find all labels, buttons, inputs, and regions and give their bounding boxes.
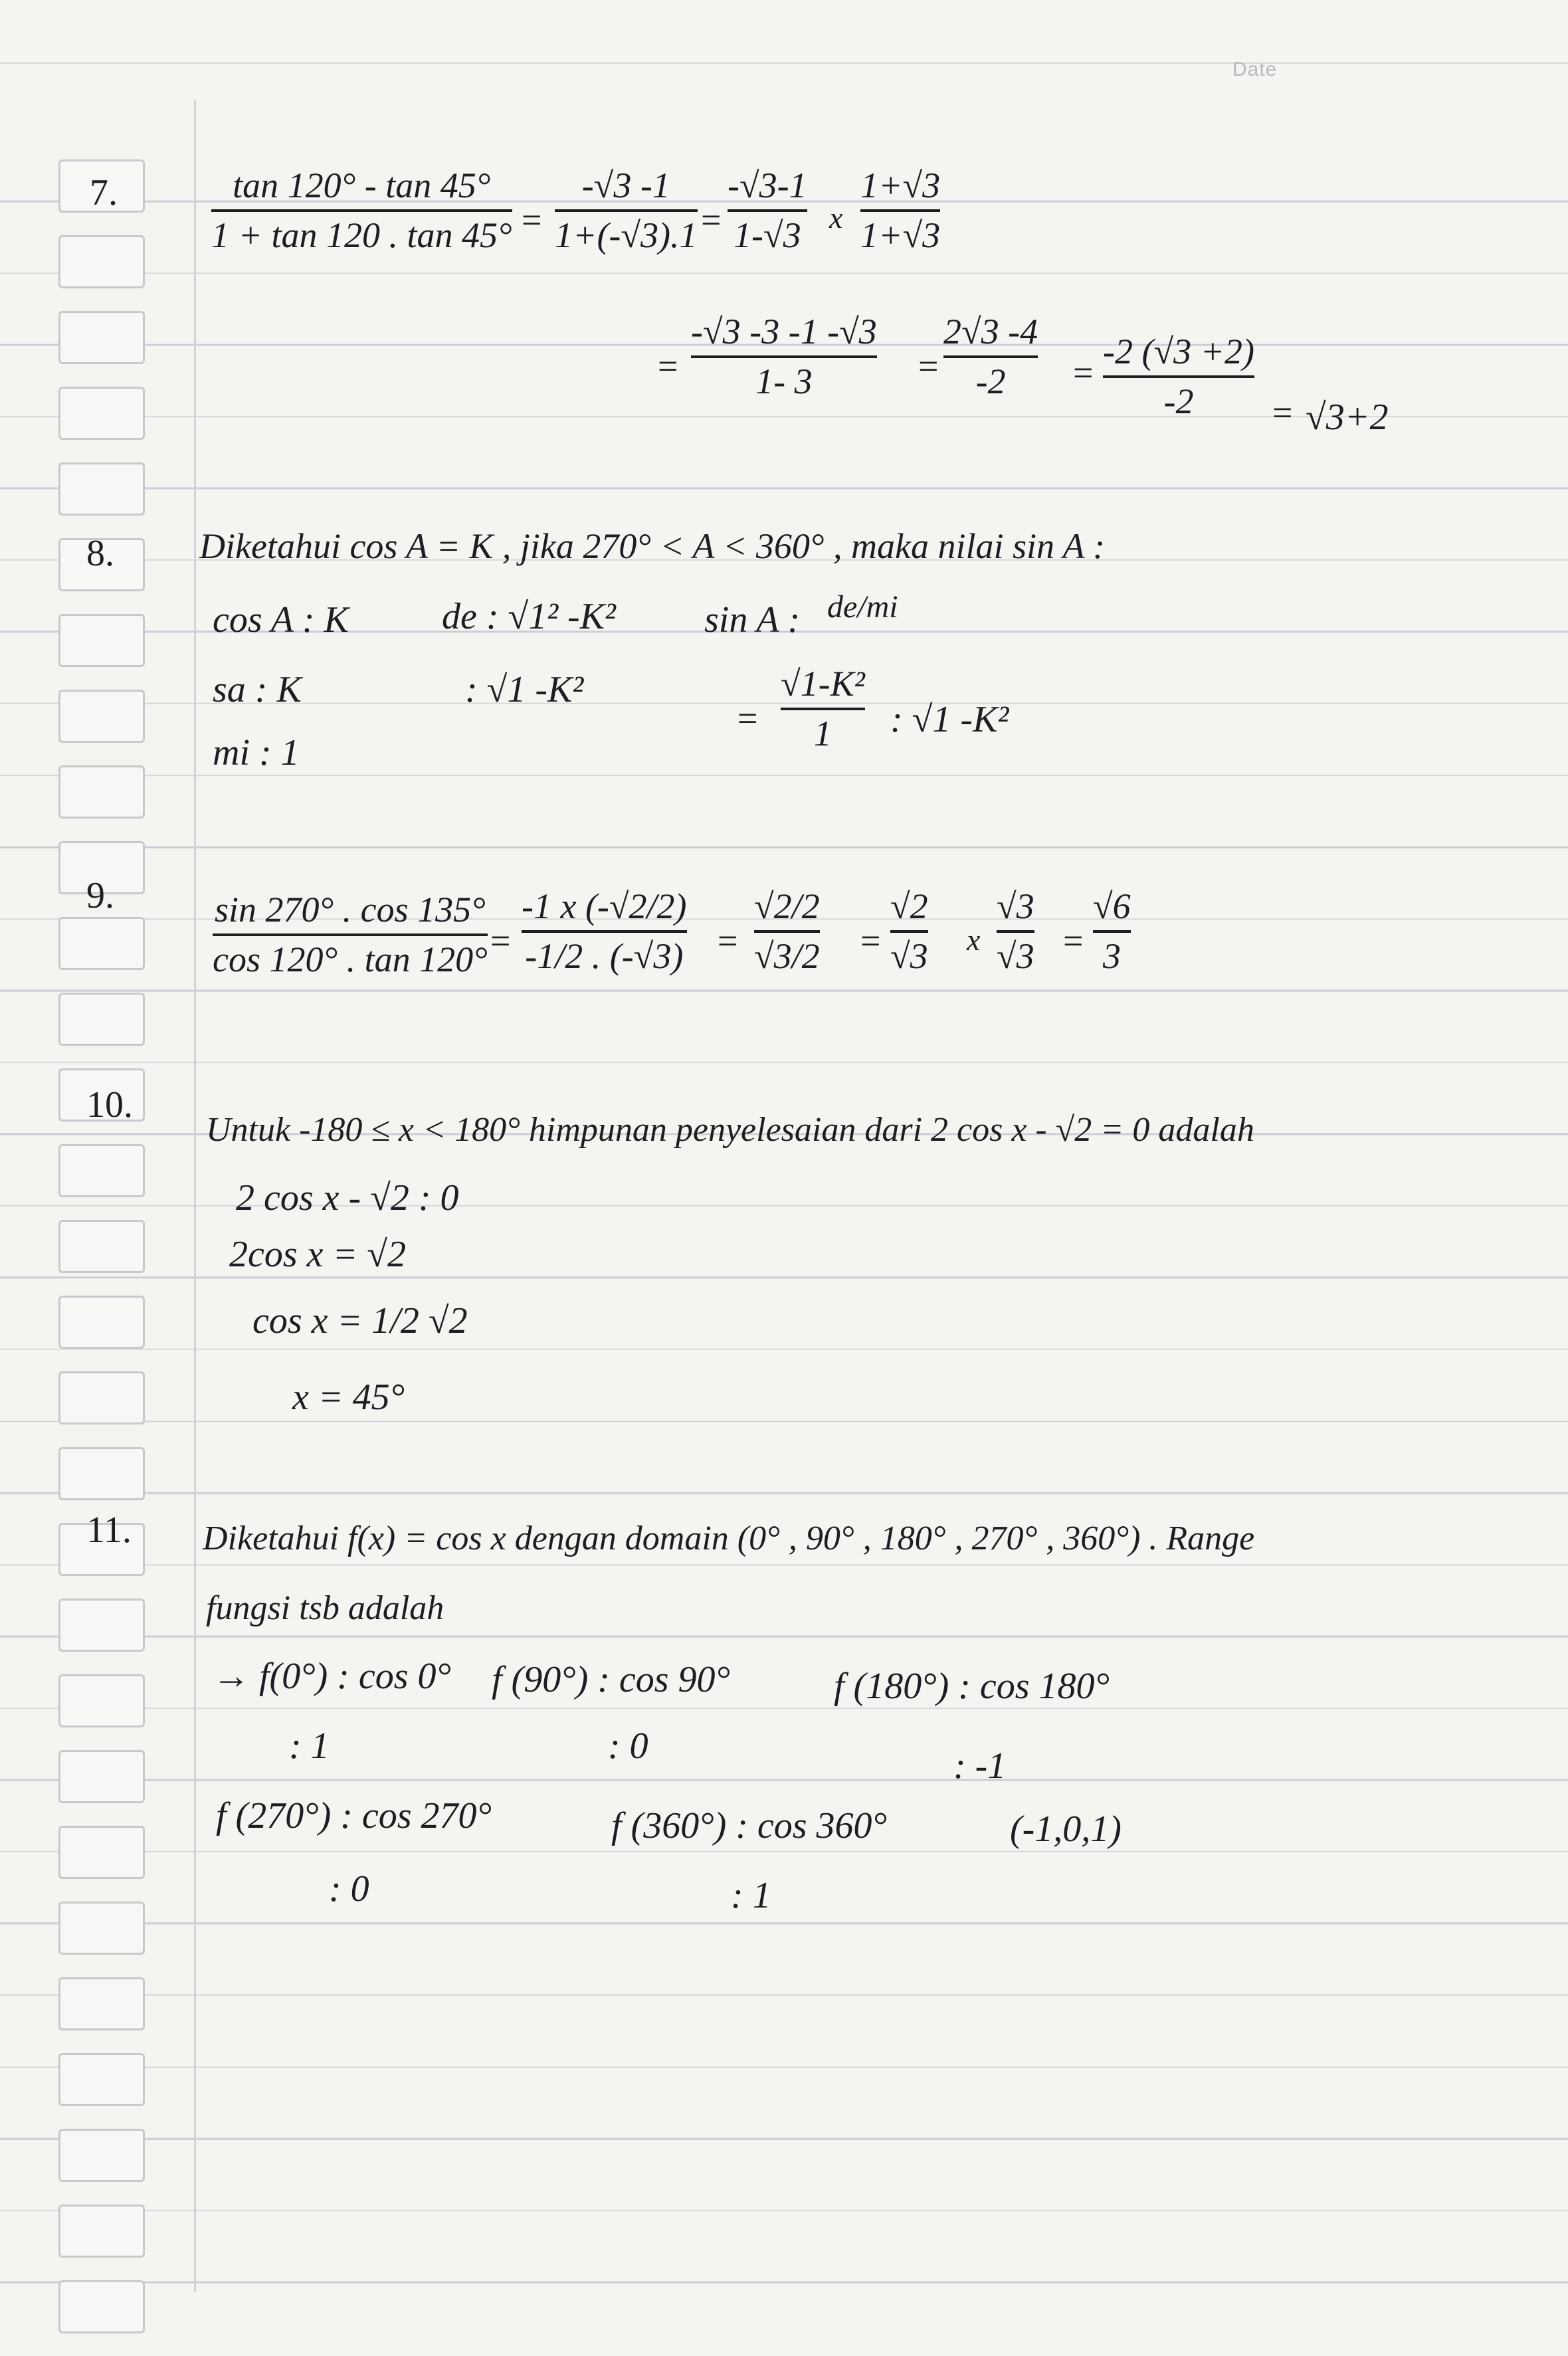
work-line: : 0 [608,1725,648,1767]
checkbox [58,1977,145,2030]
fraction-bar [781,708,865,710]
equals-sign: = [701,200,722,240]
denominator: 1-√3 [733,215,801,256]
numerator: -√3 -3 -1 -√3 [691,312,877,351]
problem-statement: Untuk -180 ≤ x < 180° himpunan penyelesaian dari 2 cos x - √2 = 0 adalah [206,1111,1254,1149]
denominator: √3/2 [754,936,820,977]
denominator: -1/2 . (-√3) [525,936,684,977]
denominator: 1 + tan 120 . tan 45° [211,215,512,256]
date-label: Date [1232,58,1278,80]
checkbox [58,917,145,970]
equals-sign: = [658,346,678,386]
denominator: 1+(-√3).1 [555,215,698,256]
result: √3+2 [1306,397,1389,438]
checkbox [58,311,145,364]
fraction [754,887,820,977]
denominator: 3 [1102,936,1121,977]
fraction [211,166,512,256]
problem-number: 10. [86,1084,133,1126]
numerator: √6 [1093,886,1131,926]
denominator: -2 [975,361,1006,402]
work-line: x = 45° [292,1377,405,1418]
problem-statement: fungsi tsb adalah [206,1589,444,1627]
given-line: mi : 1 [213,732,300,773]
fraction [728,166,807,256]
given-line: sa : K [213,669,302,710]
denominator: 1 [813,714,832,754]
equals-sign: = [522,200,542,240]
work-line: : 1 [731,1875,771,1916]
numerator: 1+√3 [860,165,941,205]
checkbox [58,1826,145,1879]
equals-sign: = [1272,393,1293,433]
checkbox [58,614,145,667]
checkbox [58,1447,145,1500]
given-line: cos A : K [213,599,349,640]
fraction-bar [890,930,928,933]
fraction-bar [860,209,940,212]
problem-number: 9. [86,875,114,916]
times-sign: x [967,923,981,957]
denominator: cos 120° . tan 120° [213,939,488,980]
problem-statement: Diketahui f(x) = cos x dengan domain (0° , 90° , 180° , 270° , 360°) . Range [203,1520,1255,1557]
work-line: de : √1² -K² [442,596,616,637]
work-line: f (360°) : cos 360° [611,1805,887,1846]
checkbox [58,765,145,819]
checkbox [58,1902,145,1955]
checkbox [58,1599,145,1652]
range-result: (-1,0,1) [1010,1809,1122,1850]
fraction [943,312,1038,402]
work-line: 2 cos x - √2 : 0 [236,1177,459,1219]
work-line: : √1 -K² [465,669,584,710]
fraction-bar [1093,930,1131,933]
work-line: f (270°) : cos 270° [216,1795,492,1836]
equals-sign: = [718,921,738,961]
fraction-bar [555,209,698,212]
numerator: tan 120° - tan 45° [233,165,491,205]
checkbox [58,1220,145,1273]
fraction [555,166,698,256]
fraction [1093,887,1131,977]
problem-number: 7. [90,172,118,213]
problem-statement: Diketahui cos A = K , jika 270° < A < 360° , maka nilai sin A : [199,526,1105,566]
fraction [213,890,488,980]
fraction [781,664,865,754]
checkbox [58,1144,145,1197]
checkbox [58,2129,145,2182]
numerator: √3 [997,886,1034,926]
checkbox [58,1674,145,1727]
denominator: √3 [997,936,1034,977]
numerator: 2√3 -4 [943,312,1038,351]
equals-sign: = [918,346,939,386]
work-line: : -1 [953,1745,1007,1787]
numerator: -√3 -1 [581,165,670,205]
fraction-bar [211,209,512,212]
equals-sign: = [490,921,511,961]
numerator: sin 270° . cos 135° [214,890,486,930]
fraction-bar [522,930,687,933]
equals-sign: = [860,921,881,961]
denominator: 1- 3 [755,361,813,402]
checkbox [58,2280,145,2333]
fraction-bar [997,930,1034,933]
fraction-bar [943,355,1038,358]
checkbox [58,690,145,743]
denominator: 1+√3 [860,215,941,256]
margin-line [194,100,196,2292]
checkbox [58,993,145,1046]
fraction-bar [213,933,488,936]
fraction [691,312,877,402]
work-line: → f(0°) : cos 0° [213,1656,451,1697]
denominator: √3 [890,936,928,977]
numerator: -2 (√3 +2) [1103,332,1255,371]
fraction-bar [1103,375,1254,378]
equals-sign: = [1073,353,1094,393]
times-sign: x [829,201,843,235]
checkbox [58,1750,145,1803]
numerator: -√3-1 [728,165,807,205]
checkbox [58,2053,145,2106]
fraction [890,887,928,977]
fraction [997,887,1034,977]
checkbox-column [58,159,145,2356]
fraction [860,166,940,256]
equals-sign: = [1063,921,1084,961]
work-line: f (180°) : cos 180° [834,1666,1110,1707]
work-line: : 0 [329,1868,369,1910]
numerator: √2/2 [754,886,820,926]
checkbox [58,235,145,288]
work-line: 2cos x = √2 [229,1234,407,1275]
fraction-bar [754,930,820,933]
fraction [522,887,687,977]
denominator: -2 [1163,381,1194,422]
result: : √1 -K² [890,699,1009,740]
checkbox [58,2205,145,2258]
numerator: √2 [890,886,928,926]
numerator: -1 x (-√2/2) [522,886,687,926]
checkbox [58,1296,145,1349]
work-line: f (90°) : cos 90° [492,1659,730,1700]
work-line: de/mi [827,589,898,625]
equals-sign: = [737,698,758,738]
fraction-bar [691,355,877,358]
fraction-bar [728,209,807,212]
work-line: sin A : [704,599,801,640]
work-line: cos x = 1/2 √2 [252,1300,468,1341]
checkbox [58,462,145,516]
checkbox [58,387,145,440]
problem-number: 8. [86,533,114,574]
problem-number: 11. [86,1510,132,1551]
numerator: √1-K² [781,664,865,704]
fraction [1103,332,1254,422]
checkbox [58,1371,145,1424]
work-line: : 1 [289,1725,330,1767]
